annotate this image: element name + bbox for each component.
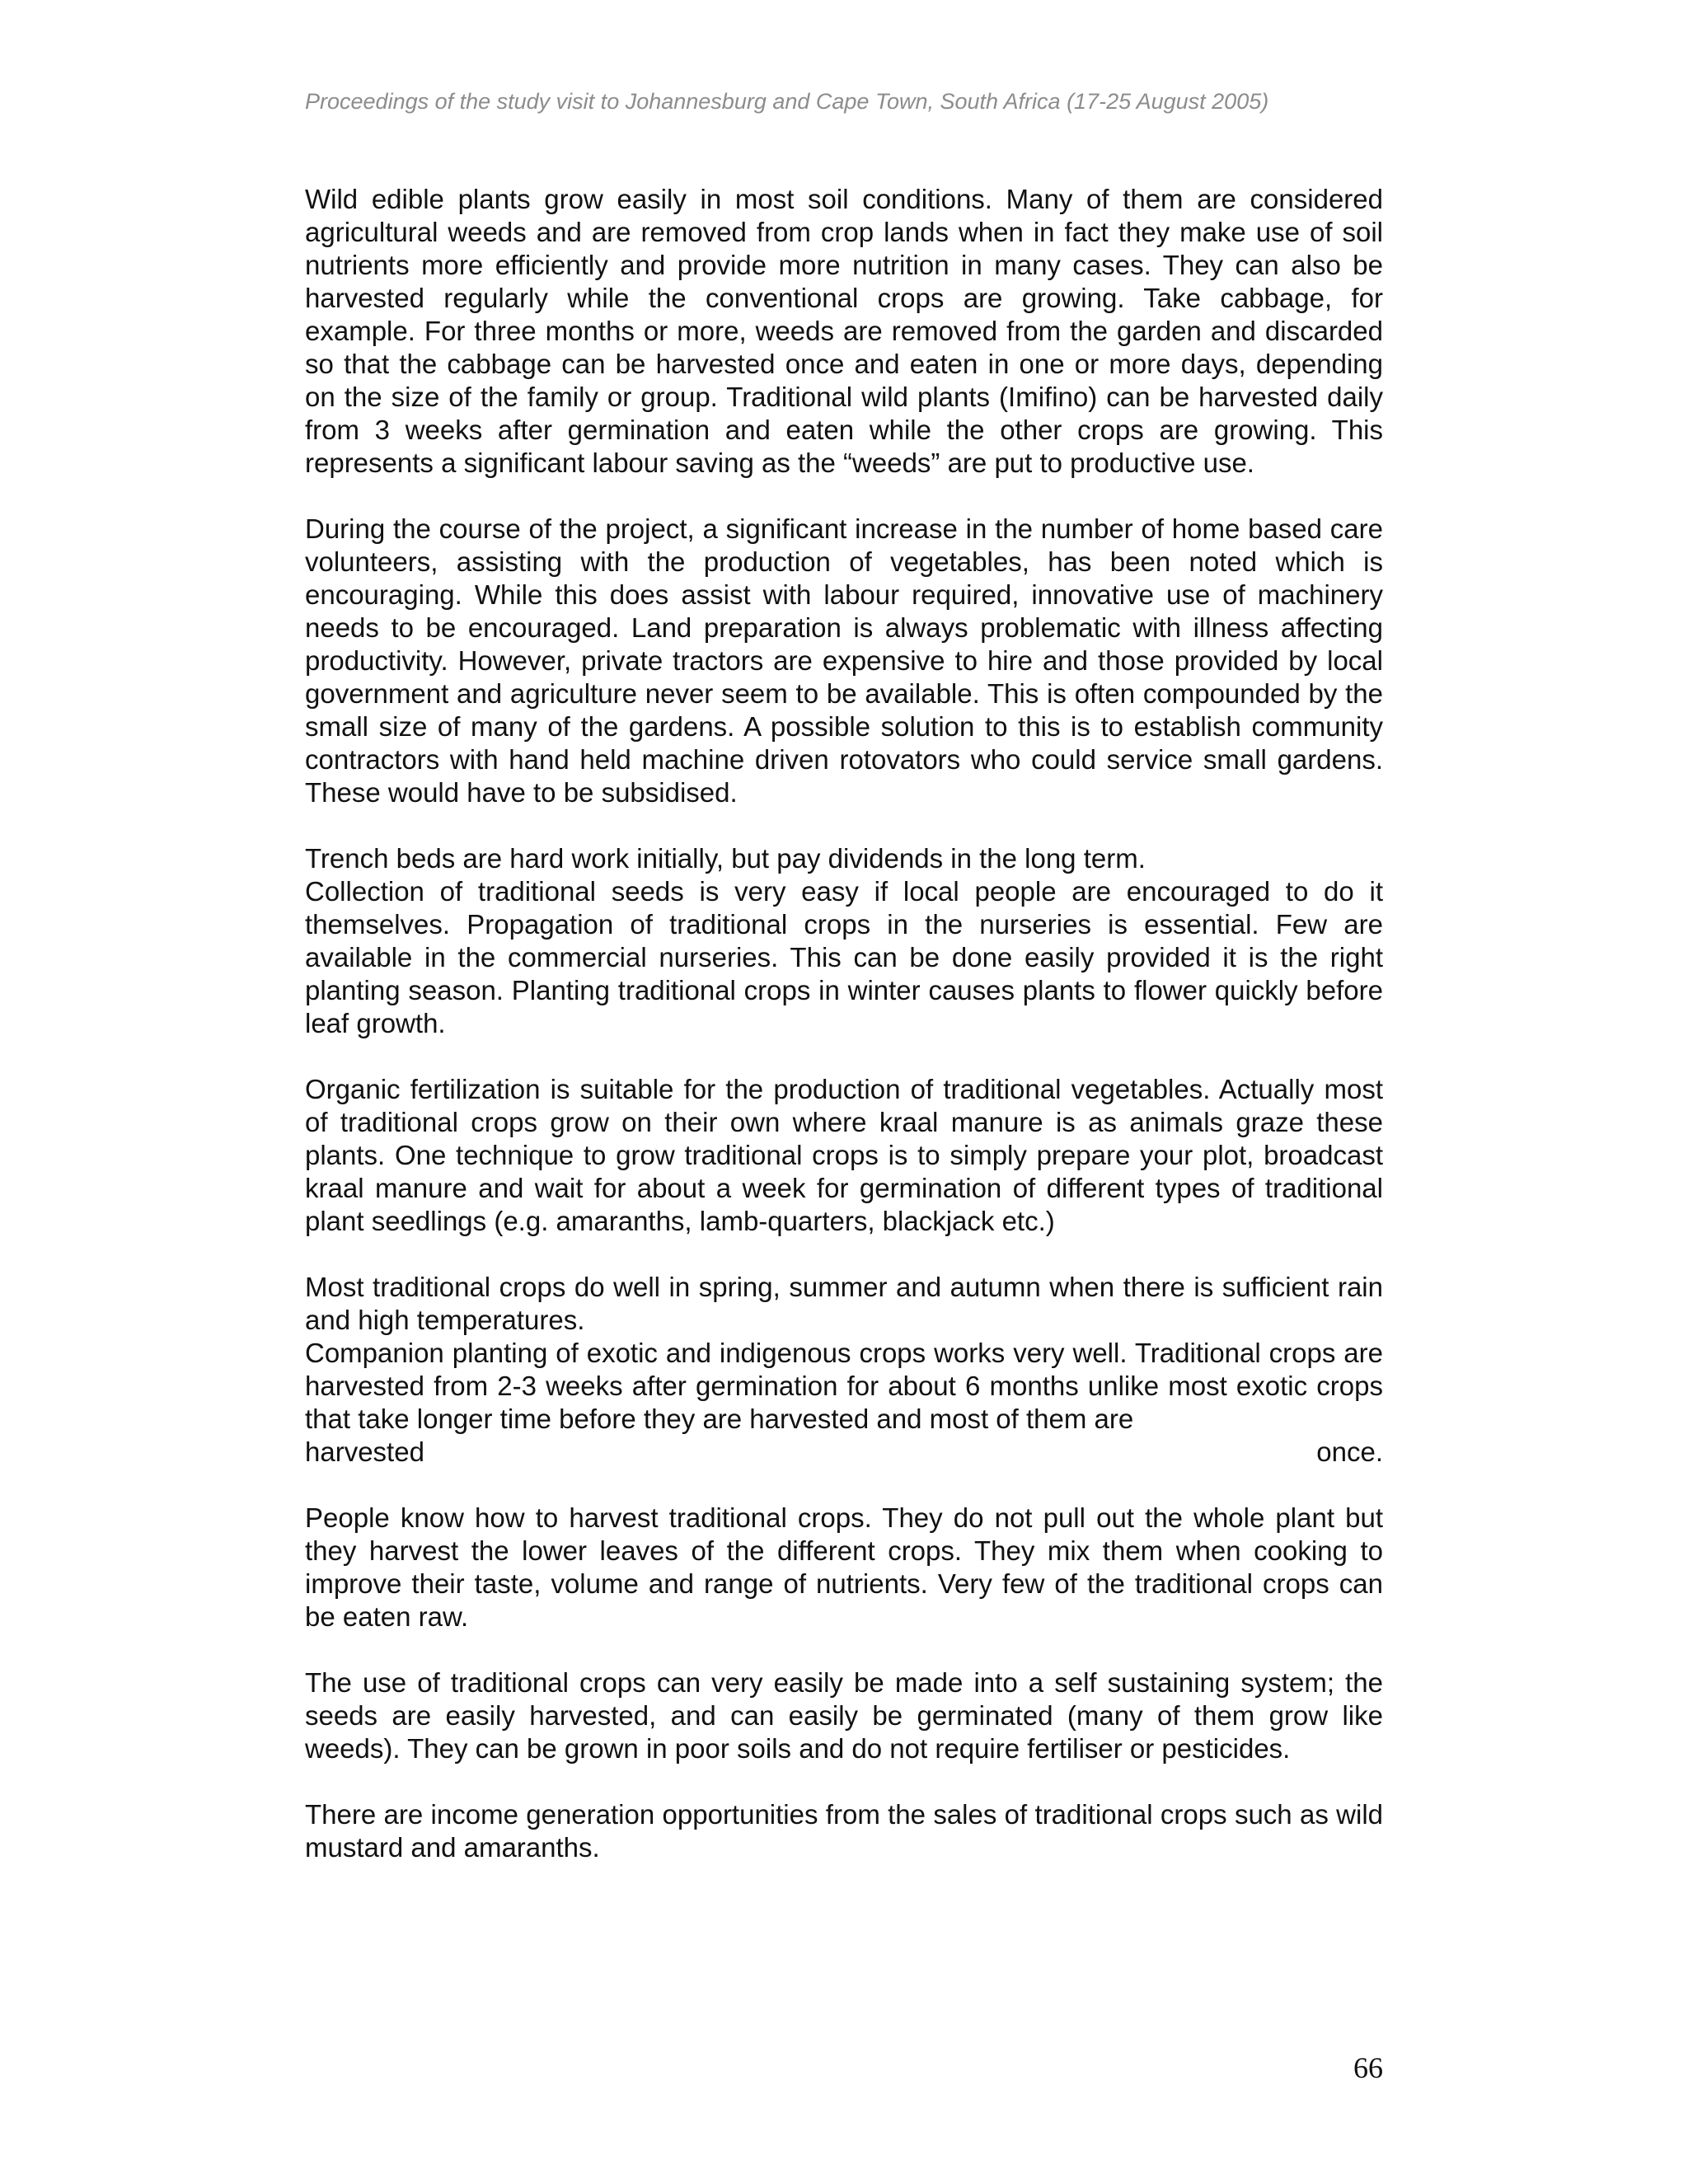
paragraph-spacer (305, 1765, 1383, 1798)
paragraph-spacer (305, 809, 1383, 842)
paragraph-project-volunteers: During the course of the project, a significant increase in the number of home based care volunteers, assisting with the production of vegetables, has been noted which is encouraging. While this does assist with labour required, innovative use of machinery needs to be encouraged. Land preparation is always problematic with illness affecting productivity. However, private tractors are expensive to hire and those provided by local government and agriculture never seem to be available. This is often compounded by the small size of many of the gardens. A possible solution to this is to establish community contractors with hand held machine driven rotovators who could service small gardens. These would have to be subsidised. (305, 513, 1383, 808)
companion-planting-last-line (305, 1436, 1383, 1469)
page-number: 66 (1353, 2051, 1383, 2084)
paragraph-spacer (305, 1469, 1383, 1502)
paragraph-companion-planting: Companion planting of exotic and indigenous crops works very well. Traditional crops are harvested from 2-3 weeks after germination for about 6 months unlike most exotic crops that take longer time before they are harvested and most of them are (305, 1338, 1383, 1434)
paragraph-harvesting: People know how to harvest traditional crops. They do not pull out the whole plant but they harvest the lower leaves of the different crops. They mix them when cooking to improve their taste, volume and range of nutrients. Very few of the traditional crops can be eaten raw. (305, 1502, 1383, 1632)
split-line-left: harvested (305, 1436, 424, 1467)
paragraph-spacer (305, 480, 1383, 513)
paragraph-organic-fertilization: Organic fertilization is suitable for the production of traditional vegetables. Actually most of traditional crops grow on their own where kraal manure is as animals graze these plants. One technique to grow traditional crops is to simply prepare your plot, broadcast kraal manure and wait for about a week for germination of different types of traditional plant seedlings (e.g. amaranths, lamb-quarters, blackjack etc.) (305, 1074, 1383, 1236)
paragraph-seed-collection: Collection of traditional seeds is very easy if local people are encouraged to do it themselves. Propagation of traditional crops in the nurseries is essential. Few are available in the commercial nurseries. This can be done easily provided it is the right planting season. Planting traditional crops in winter causes plants to flower quickly before leaf growth. (305, 876, 1383, 1038)
paragraph-spacer (305, 1633, 1383, 1666)
split-line-right: once. (1316, 1436, 1383, 1467)
paragraph-spacer (305, 1238, 1383, 1271)
paragraph-trench-beds: Trench beds are hard work initially, but pay dividends in the long term. (305, 843, 1146, 874)
paragraph-income-generation: There are income generation opportunities from the sales of traditional crops such as wild mustard and amaranths. (305, 1799, 1383, 1863)
running-header: Proceedings of the study visit to Johannesburg and Cape Town, South Africa (17-25 August 2005) (305, 89, 1269, 114)
paragraph-wild-edible-plants: Wild edible plants grow easily in most soil conditions. Many of them are considered agricultural weeds and are removed from crop lands when in fact they make use of soil nutrients more efficiently and provide more nutrition in many cases. They can also be harvested regularly while the conventional crops are growing. Take cabbage, for example. For three months or more, weeds are removed from the garden and discarded so that the cabbage can be harvested once and eaten in one or more days, depending on the size of the family or group. Traditional wild plants (Imifino) can be harvested daily from 3 weeks after germination and eaten while the other crops are growing. This represents a significant labour saving as the “weeds” are put to productive use. (305, 184, 1383, 478)
body-text (305, 183, 1383, 1864)
paragraph-self-sustaining: The use of traditional crops can very easily be made into a self sustaining system; the seeds are easily harvested, and can easily be germinated (many of them grow like weeds). They can be grown in poor soils and do not require fertiliser or pesticides. (305, 1667, 1383, 1764)
paragraph-seasons: Most traditional crops do well in spring, summer and autumn when there is sufficient rain and high temperatures. (305, 1272, 1383, 1335)
paragraph-spacer (305, 1040, 1383, 1073)
